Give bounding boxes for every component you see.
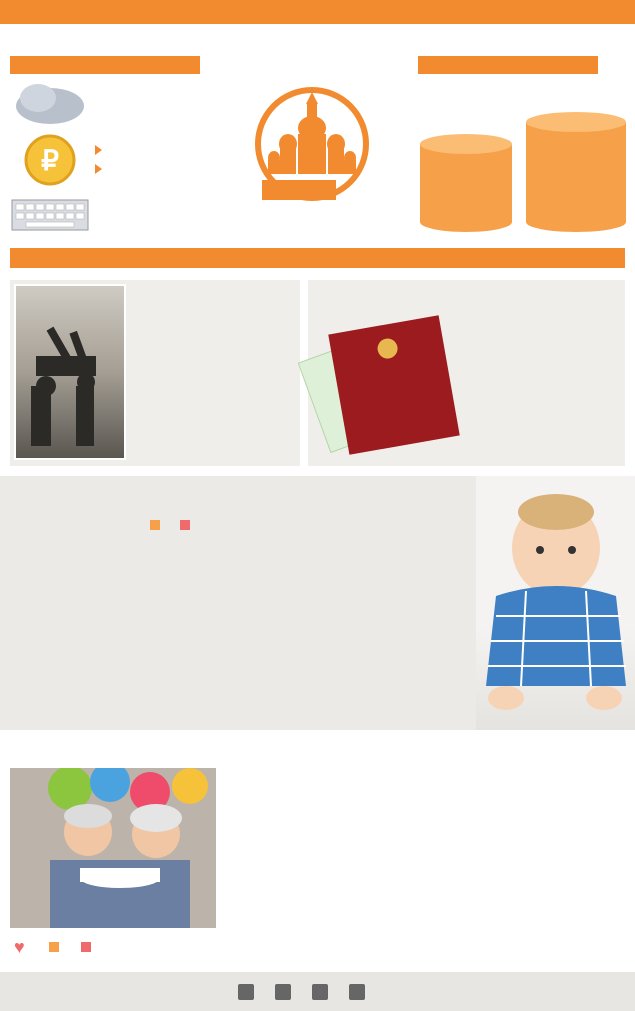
twitter-icon [312,984,328,1000]
social-twitter[interactable] [312,984,333,1000]
main-title-bar [0,0,635,24]
payments-title [10,248,625,268]
pension-book-title [344,364,439,381]
aif-logo[interactable] [108,976,218,1006]
children-note [12,512,142,527]
legend-swatch-2016b [81,942,91,952]
facebook-icon [238,984,254,1000]
services-item [95,161,245,174]
legend-swatch-2016 [180,520,190,530]
svg-text:₽: ₽ [41,145,59,176]
social-facebook[interactable] [238,984,259,1000]
cylinder-2015 [420,132,512,232]
spouses-chart [220,768,635,928]
moscow-logo-label [262,180,336,200]
social-links [238,984,370,1000]
children-legend [150,520,200,530]
vk-icon [275,984,291,1000]
financing-title [418,56,598,74]
children-chart [0,540,480,725]
social-vk[interactable] [275,984,296,1000]
services-title [10,56,200,74]
arrow-icon [95,145,102,155]
pension-chart [460,300,625,466]
baby-photo [476,476,635,730]
social-ok[interactable] [349,984,370,1000]
spouses-photo [10,768,216,928]
services-list [95,142,245,174]
services-item [95,142,245,155]
legend-swatch-before [49,942,59,952]
pension-book [328,315,459,455]
cylinder-2016 [526,110,626,232]
defense-chart [132,300,300,466]
arrow-icon [95,164,102,174]
moscow-logo [252,84,372,214]
spouses-legend [14,937,97,957]
emblem-icon [376,337,399,360]
legend-swatch-2015 [150,520,160,530]
heart-icon: ♥ [14,937,25,957]
ok-icon [349,984,365,1000]
cloud-coin-keyboard-illustration [10,78,90,238]
defense-photo [14,284,126,460]
